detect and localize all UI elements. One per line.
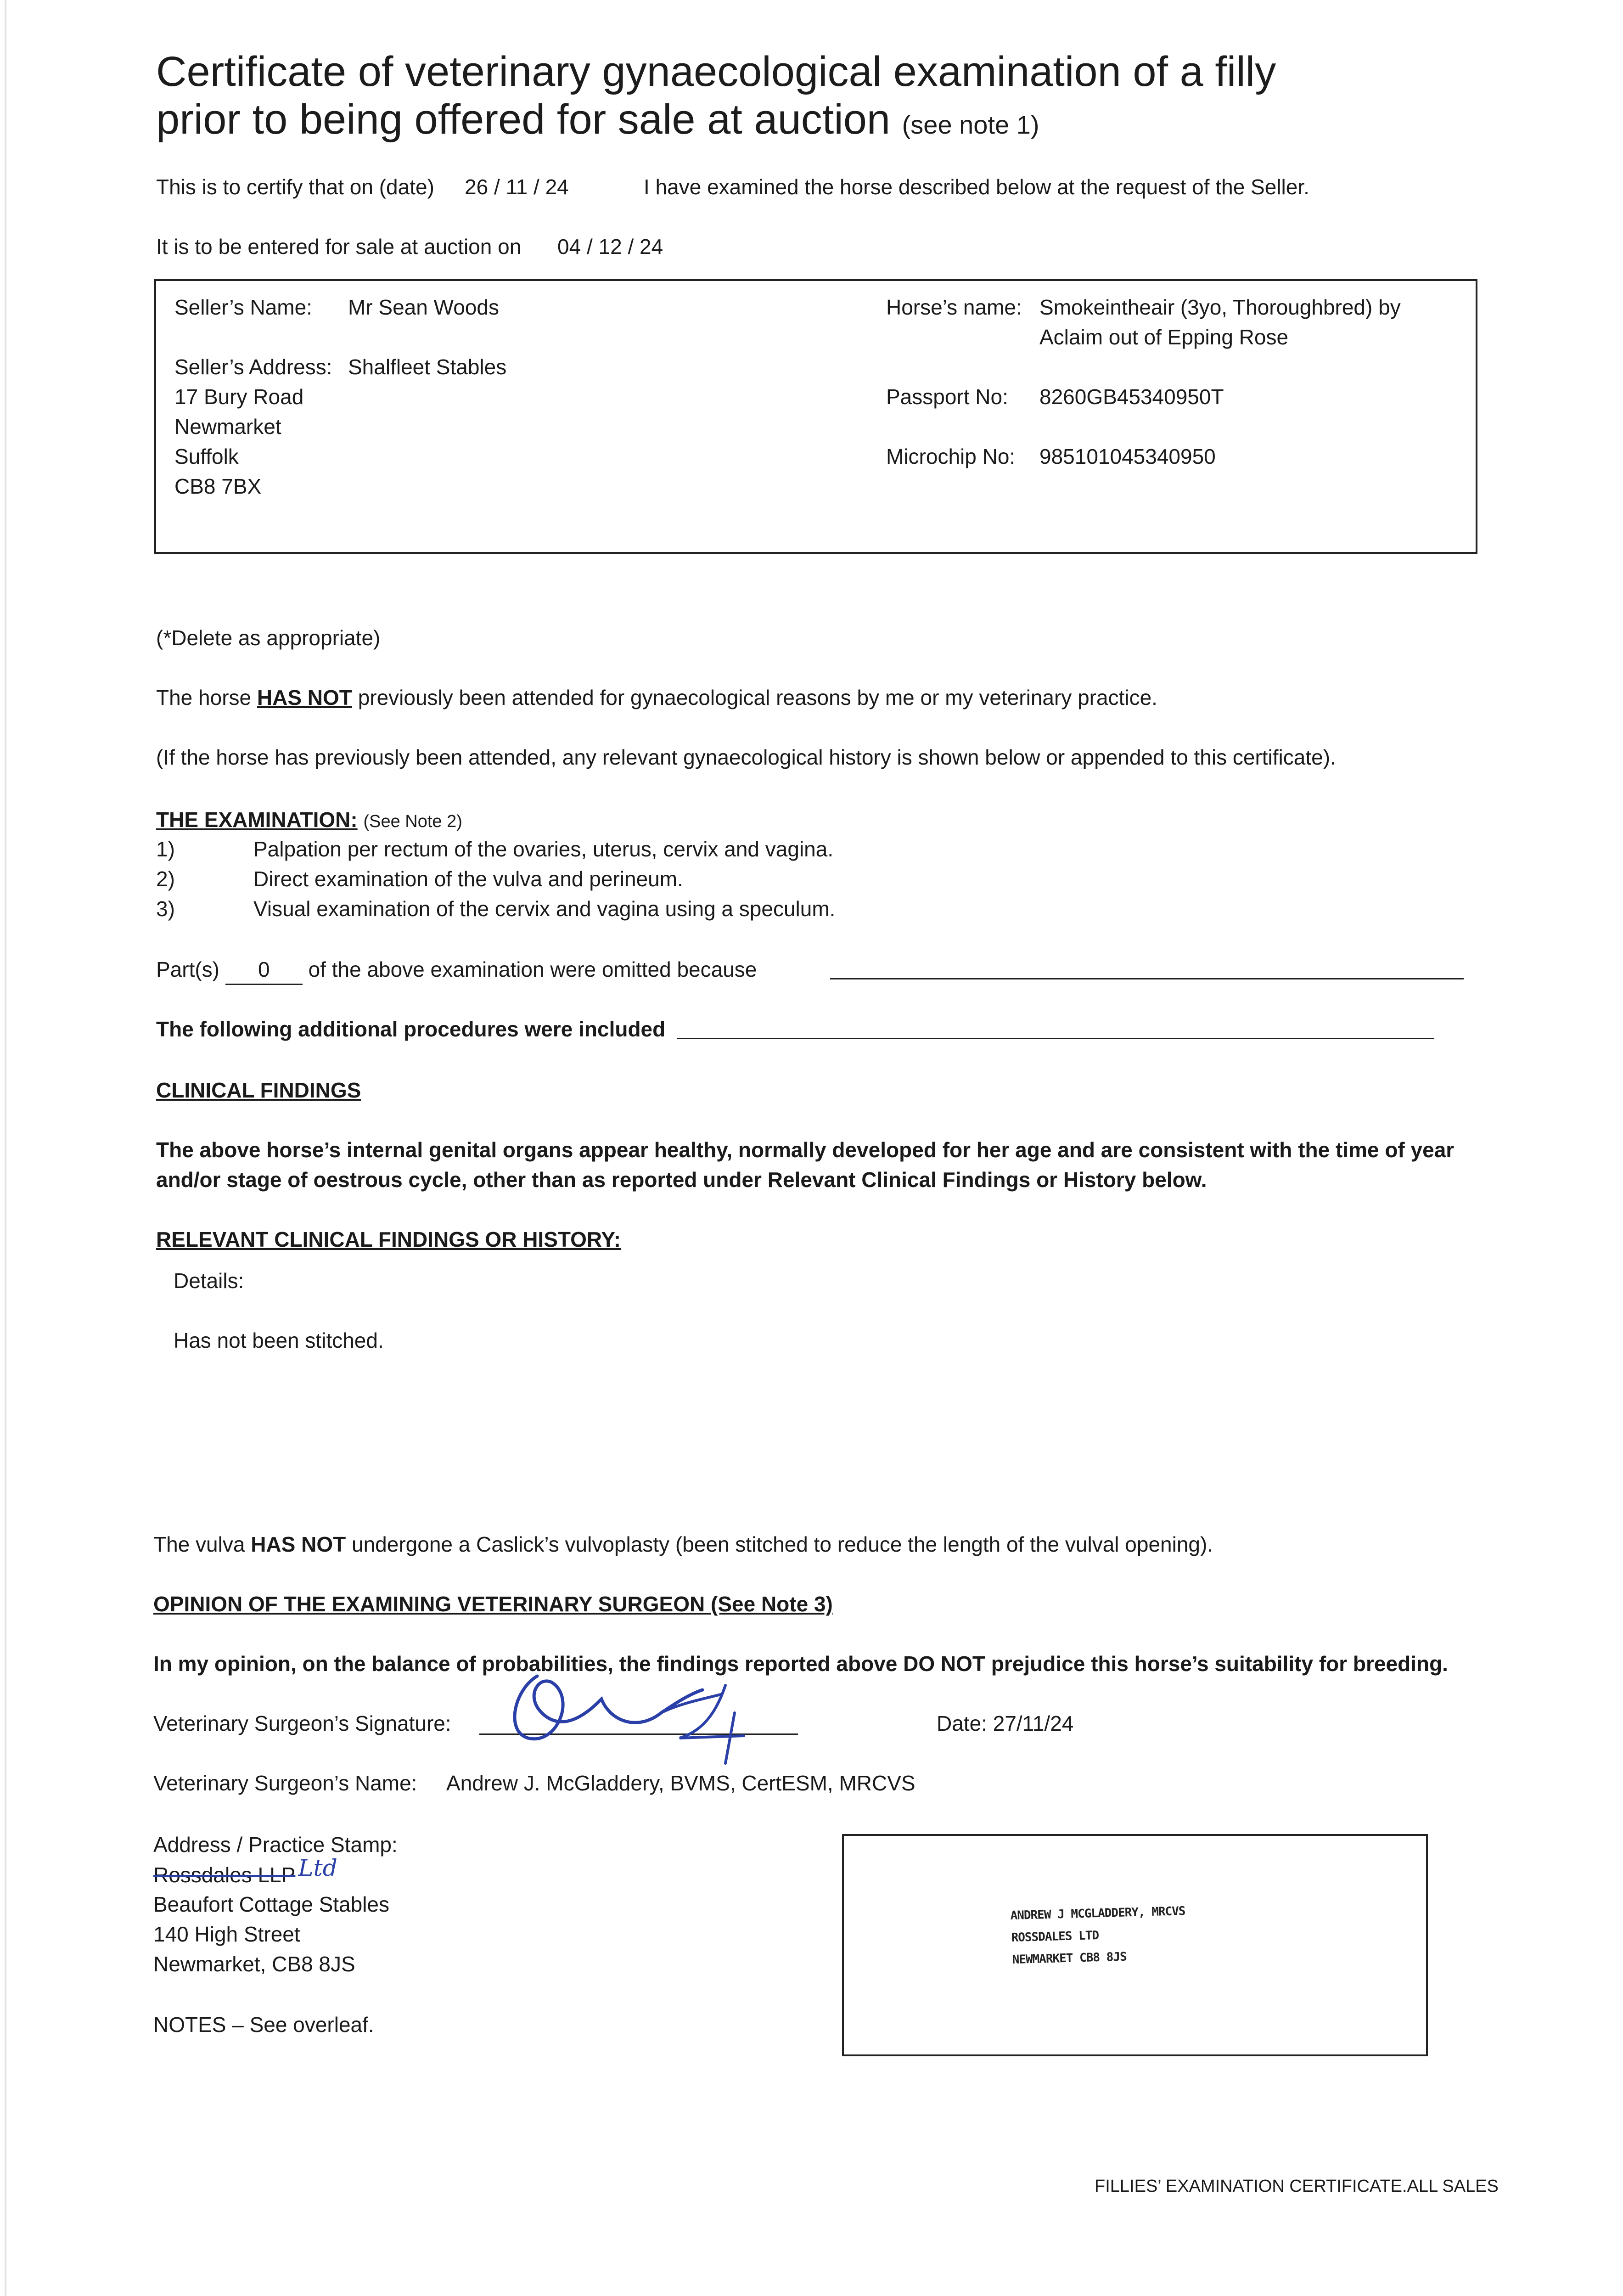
surgeon-name-label: Veterinary Surgeon’s Name:	[153, 1771, 417, 1795]
notes-text: NOTES – See overleaf.	[153, 2013, 374, 2037]
vulva-statement	[153, 1530, 1213, 1559]
passport-number: 8260GB45340950T	[1039, 385, 1224, 409]
history-note: (If the horse has previously been attended, any relevant gynaecological history is shown below or appended to this certificate).	[156, 745, 1336, 769]
vulva-suffix: undergone a Caslick’s vulvoplasty (been stitched to reduce the length of the vulval opening).	[352, 1532, 1213, 1556]
horse-name-line-2: Aclaim out of Epping Rose	[1039, 325, 1289, 349]
certify-suffix: I have examined the horse described below at the request of the Seller.	[644, 175, 1309, 199]
title-line-2	[156, 96, 1039, 149]
exam-item-2-text: Direct examination of the vulva and perineum.	[253, 867, 683, 891]
vulva-prefix: The vulva	[153, 1532, 245, 1556]
practice-address-line-3: Newmarket, CB8 8JS	[153, 1952, 355, 1976]
passport-label: Passport No:	[886, 385, 1008, 409]
seller-address-line-3: Newmarket	[174, 415, 281, 439]
exam-item-2-num: 2)	[156, 867, 175, 891]
horse-name-label: Horse’s name:	[886, 295, 1022, 319]
microchip-number: 985101045340950	[1039, 445, 1216, 468]
omitted-reason-field[interactable]	[830, 978, 1464, 979]
seller-address-line-5: CB8 7BX	[174, 474, 262, 498]
practice-name-struck: Rossdales LLP	[153, 1863, 296, 1887]
omitted-parts-field[interactable]: 0	[225, 955, 303, 985]
examination-heading-row	[156, 805, 462, 836]
opinion-statement: In my opinion, on the balance of probabilities, the findings reported above DO NOT prejudice this horse’s suitability for breeding.	[153, 1652, 1448, 1676]
practice-name-handwritten: Ltd	[298, 1855, 337, 1881]
seller-address-label: Seller’s Address:	[174, 355, 332, 379]
clinical-statement-line-1: The above horse’s internal genital organs appear healthy, normally developed for her age and are consistent with the time of year	[156, 1138, 1455, 1162]
certify-prefix: This is to certify that on (date)	[156, 175, 434, 199]
examination-note: (See Note 2)	[363, 812, 462, 831]
opinion-heading: OPINION OF THE EXAMINING VETERINARY SURGEON (See Note 3)	[153, 1592, 833, 1616]
attended-suffix: previously been attended for gynaecological reasons by me or my veterinary practice.	[358, 686, 1157, 709]
stamp-line-2: ROSSDALES LTD	[1011, 1929, 1099, 1945]
exam-item-3-text: Visual examination of the cervix and vagina using a speculum.	[253, 897, 836, 921]
seller-address-line-4: Suffolk	[174, 445, 239, 468]
auction-date: 04 / 12 / 24	[557, 235, 663, 259]
practice-address-line-1: Beaufort Cottage Stables	[153, 1892, 389, 1916]
signature-date-label: Date:	[937, 1711, 987, 1735]
stamp-line-1: ANDREW J MCGLADDERY, MRCVS	[1010, 1904, 1185, 1923]
additional-procedures-label: The following additional procedures were included	[156, 1017, 666, 1041]
attended-statement	[156, 683, 1157, 712]
signature-date-value: 27/11/24	[993, 1711, 1074, 1735]
attended-prefix: The horse	[156, 686, 252, 709]
certify-date: 26 / 11 / 24	[465, 175, 569, 199]
seller-address-line-2: 17 Bury Road	[174, 385, 304, 409]
attended-emph: HAS NOT	[257, 686, 352, 709]
omitted-row	[156, 955, 757, 985]
surgeon-name: Andrew J. McGladdery, BVMS, CertESM, MRCVS	[446, 1771, 915, 1795]
seller-address-line-1: Shalfleet Stables	[348, 355, 507, 379]
relevant-findings-heading: RELEVANT CLINICAL FINDINGS OR HISTORY:	[156, 1227, 621, 1251]
omitted-suffix: of the above examination were omitted because	[308, 957, 757, 981]
practice-address-line-2: 140 High Street	[153, 1922, 300, 1946]
details-text: Has not been stitched.	[174, 1328, 384, 1352]
signature-label: Veterinary Surgeon’s Signature:	[153, 1711, 451, 1735]
title-line-2-text: prior to being offered for sale at auction	[156, 96, 891, 143]
exam-item-1-num: 1)	[156, 837, 175, 861]
exam-item-1-text: Palpation per rectum of the ovaries, uterus, cervix and vagina.	[253, 837, 834, 861]
practice-stamp-box	[842, 1834, 1428, 2056]
additional-procedures-field[interactable]	[677, 1038, 1434, 1039]
vulva-emph: HAS NOT	[251, 1532, 346, 1556]
details-label: Details:	[174, 1269, 244, 1293]
title-line-1: Certificate of veterinary gynaecological examination of a filly	[156, 48, 1276, 95]
examination-heading: THE EXAMINATION:	[156, 808, 358, 832]
horse-name-line-1: Smokeintheair (3yo, Thoroughbred) by	[1039, 295, 1401, 319]
scan-edge	[5, 0, 6, 2296]
exam-item-3-num: 3)	[156, 897, 175, 921]
microchip-label: Microchip No:	[886, 445, 1016, 468]
seller-name: Mr Sean Woods	[348, 295, 499, 319]
handwritten-signature	[487, 1658, 817, 1768]
practice-name-row	[153, 1855, 337, 1889]
delete-note: (*Delete as appropriate)	[156, 626, 381, 650]
clinical-findings-heading: CLINICAL FINDINGS	[156, 1078, 361, 1102]
stamp-line-3: NEWMARKET CB8 8JS	[1012, 1950, 1127, 1967]
clinical-statement-line-2: and/or stage of oestrous cycle, other than as reported under Relevant Clinical Findings or History below.	[156, 1168, 1207, 1192]
practice-label: Address / Practice Stamp:	[153, 1833, 398, 1857]
omitted-prefix: Part(s)	[156, 957, 219, 981]
footer-text: FILLIES’ EXAMINATION CERTIFICATE.ALL SALES	[1095, 2177, 1499, 2196]
title-note: (see note 1)	[902, 110, 1039, 139]
auction-prefix: It is to be entered for sale at auction on	[156, 235, 522, 259]
signature-date	[937, 1709, 1073, 1738]
seller-name-label: Seller’s Name:	[174, 295, 312, 319]
